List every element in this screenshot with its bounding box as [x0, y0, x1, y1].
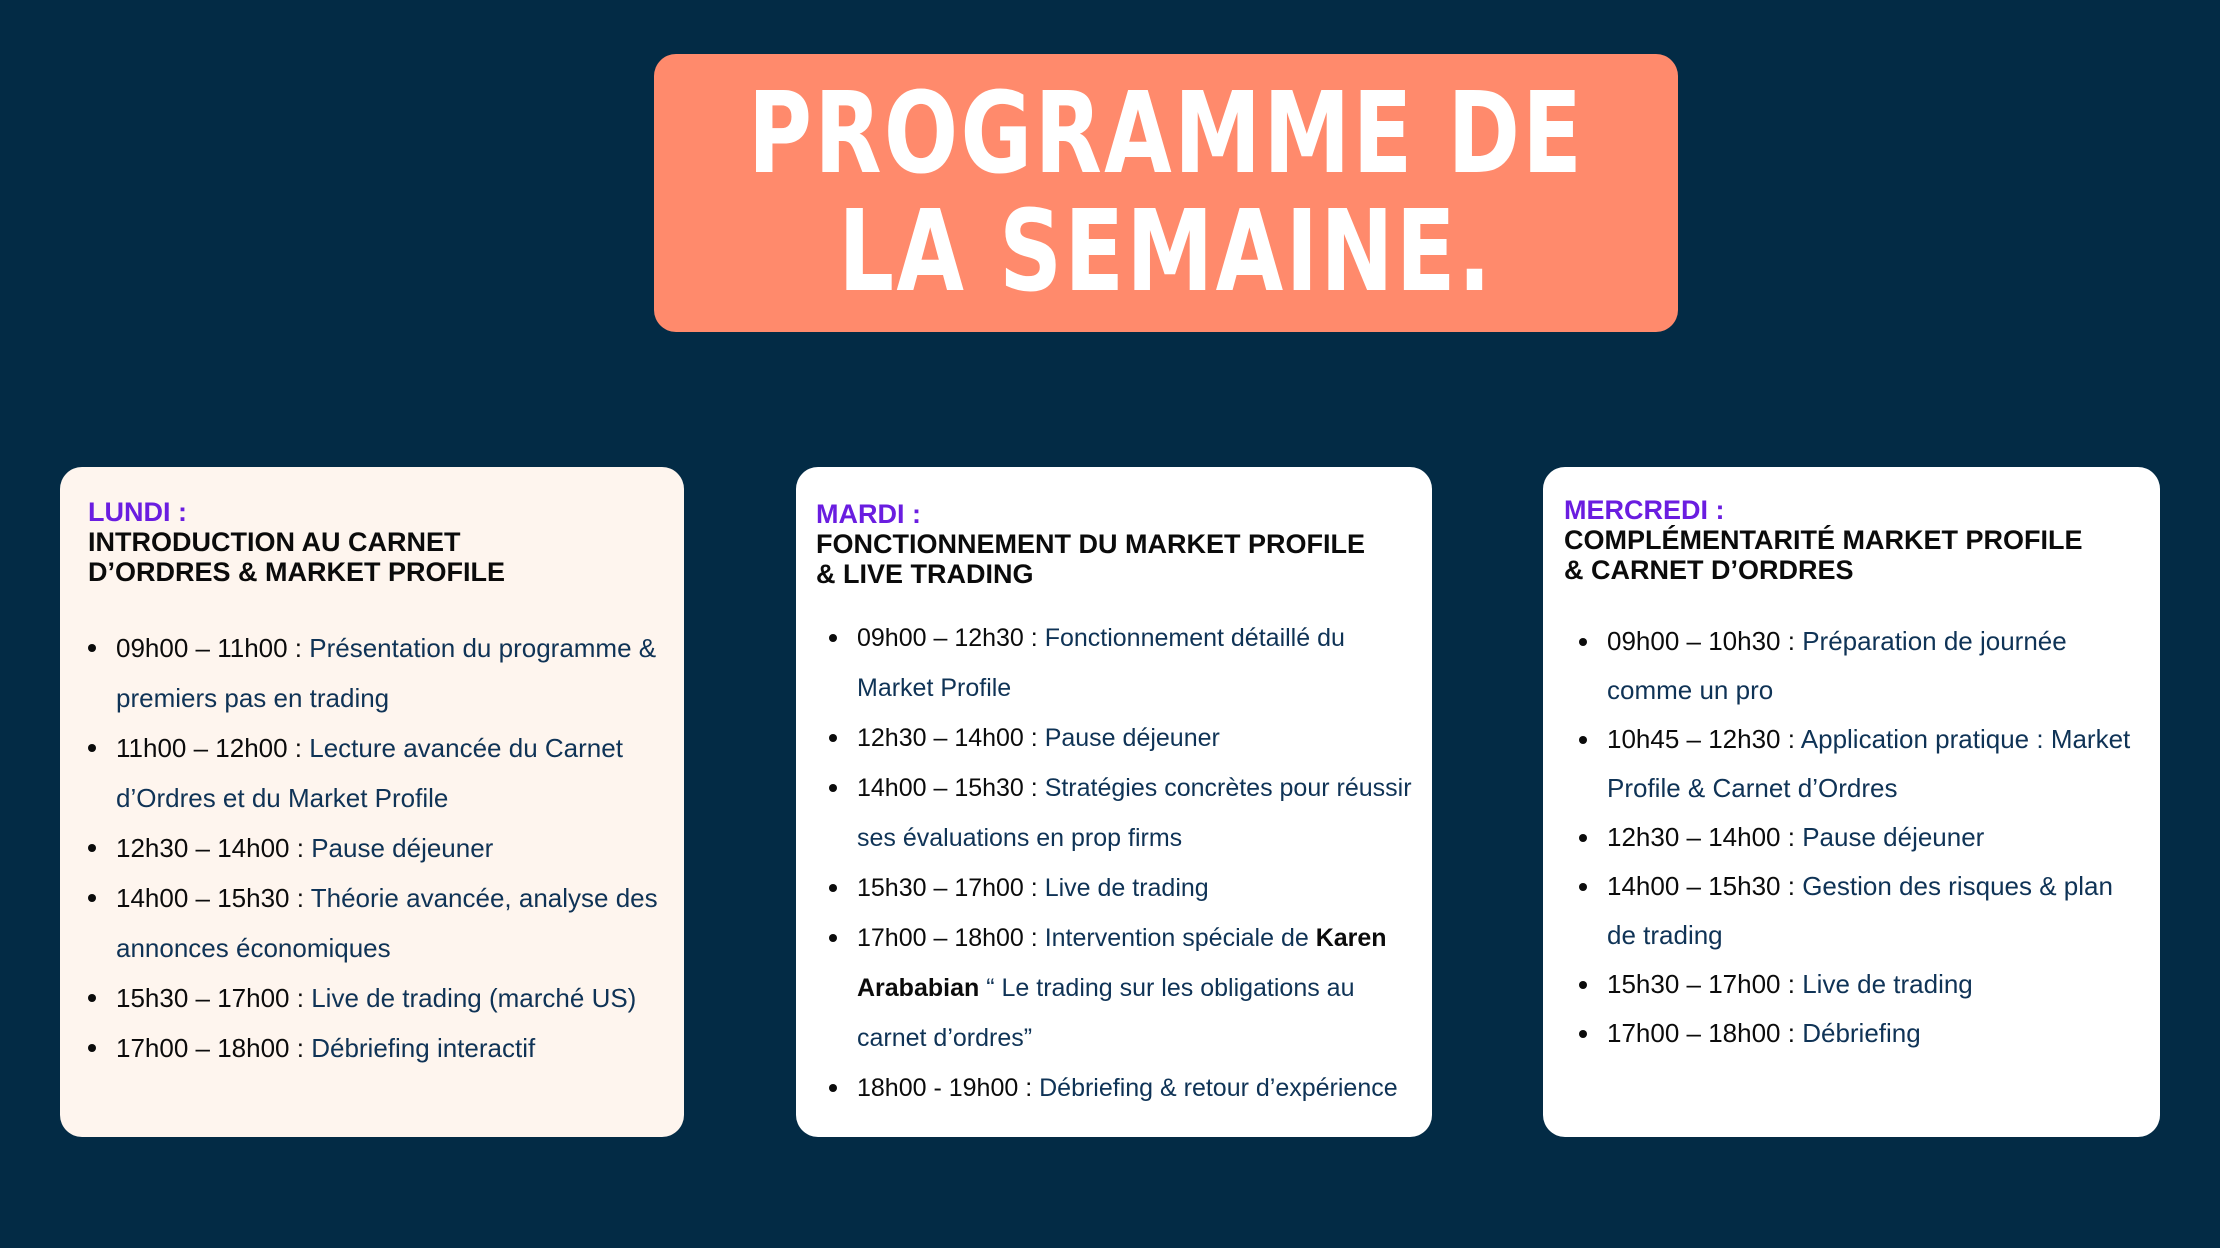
- list-item: [88, 623, 664, 723]
- list-item: [1564, 960, 2146, 1009]
- day-label: MARDI :: [816, 499, 921, 529]
- list-item: [816, 863, 1418, 913]
- session-text: Lecture avancée du Carnet d’Ordres et du Market Profile: [116, 733, 623, 813]
- session-time: 14h00 – 15h30 :: [116, 883, 304, 913]
- list-item: [88, 973, 664, 1023]
- title-banner: [654, 54, 1678, 332]
- list-item: [88, 1023, 664, 1073]
- session-time: 14h00 – 15h30 :: [1607, 871, 1795, 901]
- session-time: 09h00 – 12h30 :: [857, 624, 1038, 652]
- session-text: Préparation de journée comme un pro: [1607, 626, 2067, 705]
- list-item: [816, 713, 1418, 763]
- session-time: 17h00 – 18h00 :: [857, 924, 1038, 952]
- session-time: 09h00 – 11h00 :: [116, 633, 303, 663]
- session-text: Pause déjeuner: [1802, 822, 1985, 852]
- list-item: [816, 613, 1418, 713]
- list-item: [816, 913, 1418, 1063]
- day-label: MERCREDI :: [1564, 495, 1725, 525]
- session-time: 09h00 – 10h30 :: [1607, 626, 1795, 656]
- list-item: [1564, 862, 2146, 960]
- session-time: 12h30 – 14h00 :: [116, 833, 304, 863]
- day-card-mercredi: [1543, 467, 2160, 1137]
- session-time: 10h45 – 12h30 :: [1607, 724, 1795, 754]
- day-subtitle-line: FONCTIONNEMENT DU MARKET PROFILE: [816, 529, 1365, 559]
- session-text-after: “ Le trading sur les obligations au carnet d’ordres”: [857, 974, 1355, 1052]
- page-title-line-1: PROGRAMME DE: [747, 69, 1585, 199]
- session-text: Débriefing & retour d’expérience: [1039, 1074, 1398, 1102]
- list-item: [88, 873, 664, 973]
- day-card-mardi: [796, 467, 1432, 1137]
- day-subtitle-line: D’ORDRES & MARKET PROFILE: [88, 557, 506, 587]
- list-item: [816, 763, 1418, 863]
- day-label: LUNDI :: [88, 497, 187, 527]
- session-text: Live de trading: [1802, 969, 1973, 999]
- list-item: [88, 723, 664, 823]
- session-time: 15h30 – 17h00 :: [857, 874, 1038, 902]
- speaker-name: Karen Arababian: [857, 924, 1387, 1002]
- session-text: Présentation du programme & premiers pas en trading: [116, 633, 657, 713]
- list-item: [88, 823, 664, 873]
- session-text: Théorie avancée, analyse des annonces économiques: [116, 883, 658, 963]
- list-item: [1564, 813, 2146, 862]
- session-text: Fonctionnement détaillé du Market Profile: [857, 624, 1345, 702]
- day-subtitle: [1564, 525, 2146, 585]
- list-item: [816, 1063, 1418, 1113]
- session-text: Pause déjeuner: [1044, 724, 1220, 752]
- session-time: 15h30 – 17h00 :: [116, 983, 304, 1013]
- list-item: [1564, 715, 2146, 813]
- session-text: Débriefing interactif: [311, 1033, 536, 1063]
- session-list: [1564, 617, 2146, 1058]
- session-time: 15h30 – 17h00 :: [1607, 969, 1795, 999]
- session-time: 14h00 – 15h30 :: [857, 774, 1038, 802]
- session-text: Gestion des risques & plan de trading: [1607, 871, 2113, 950]
- day-subtitle-line: & LIVE TRADING: [816, 559, 1034, 589]
- session-time: 12h30 – 14h00 :: [857, 724, 1038, 752]
- session-text: Live de trading: [1044, 874, 1209, 902]
- day-subtitle-line: COMPLÉMENTARITÉ MARKET PROFILE: [1564, 525, 2083, 555]
- session-time: 12h30 – 14h00 :: [1607, 822, 1795, 852]
- session-list: [816, 613, 1418, 1113]
- list-item: [1564, 1009, 2146, 1058]
- day-subtitle-line: & CARNET D’ORDRES: [1564, 555, 1854, 585]
- day-card-lundi: [60, 467, 684, 1137]
- session-text: Intervention spéciale de: [1044, 924, 1309, 952]
- session-list: [88, 623, 664, 1073]
- session-text: Stratégies concrètes pour réussir ses évaluations en prop firms: [857, 774, 1412, 852]
- session-time: 17h00 – 18h00 :: [1607, 1018, 1795, 1048]
- day-subtitle: [816, 529, 1418, 589]
- session-time: 17h00 – 18h00 :: [116, 1033, 304, 1063]
- session-text: Pause déjeuner: [311, 833, 494, 863]
- session-text: Application pratique : Market Profile & Carnet d’Ordres: [1607, 724, 2131, 803]
- session-text: Débriefing: [1802, 1018, 1921, 1048]
- day-subtitle: [88, 527, 664, 587]
- day-subtitle-line: INTRODUCTION AU CARNET: [88, 527, 461, 557]
- page-title-line-2: LA SEMAINE.: [838, 187, 1494, 317]
- list-item: [1564, 617, 2146, 715]
- session-time: 11h00 – 12h00 :: [116, 733, 303, 763]
- session-time: 18h00 - 19h00 :: [857, 1074, 1033, 1102]
- session-text: Live de trading (marché US): [311, 983, 637, 1013]
